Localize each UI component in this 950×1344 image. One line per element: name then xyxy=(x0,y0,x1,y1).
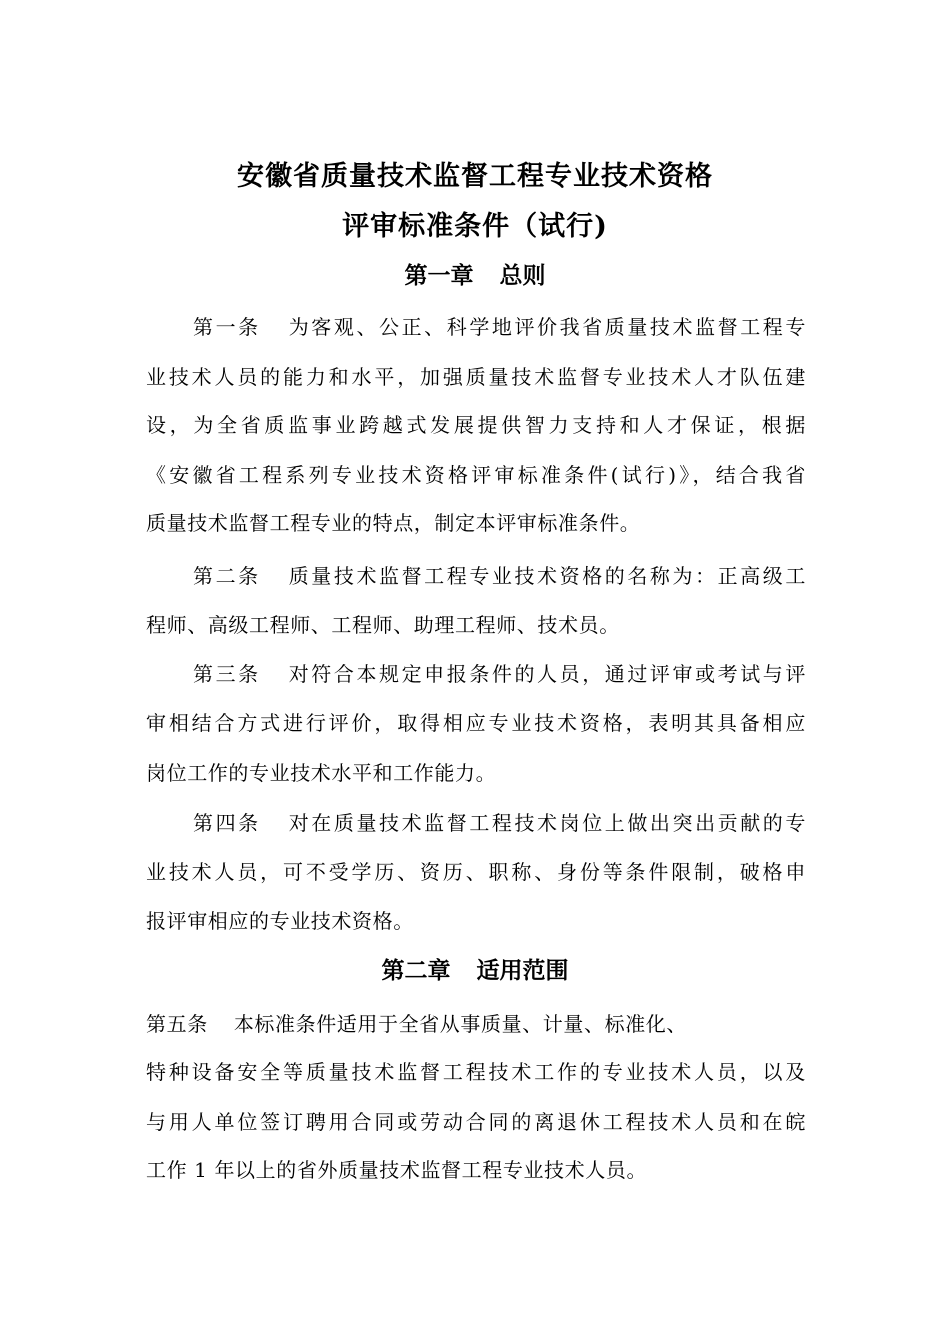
chapter-name: 总则 xyxy=(499,262,546,289)
chapter-name: 适用范围 xyxy=(476,957,569,984)
document-title-line-1: 安徽省质量技术监督工程专业技术资格 xyxy=(237,161,713,192)
article-3-line-3: 岗位工作的专业技术水平和工作能力。 xyxy=(146,761,497,785)
article-1-line-2: 业技术人员的能力和水平，加强质量技术监督专业技术人才队伍建 xyxy=(146,365,806,389)
article-text: 为客观、公正、科学地评价我省质量技术监督工程专 xyxy=(286,315,806,339)
article-label: 第三条 xyxy=(193,662,261,686)
article-1-line-1 xyxy=(193,312,806,342)
article-3-line-1 xyxy=(193,659,806,689)
article-4-line-1 xyxy=(193,808,806,838)
chapter-heading-1 xyxy=(0,260,950,292)
article-5-line-3: 与用人单位签订聘用合同或劳动合同的离退休工程技术人员和在皖 xyxy=(146,1110,806,1134)
article-text: 对符合本规定申报条件的人员，通过评审或考试与评 xyxy=(286,662,806,686)
document-title-line-2: 评审标准条件（试行) xyxy=(342,211,608,242)
article-2-line-1 xyxy=(193,561,806,591)
chapter-number: 第一章 xyxy=(404,262,474,289)
article-label: 第五条 xyxy=(146,1012,208,1036)
article-text: 本标准条件适用于全省从事质量、计量、标准化、 xyxy=(233,1012,688,1036)
article-2-line-2: 程师、高级工程师、工程师、助理工程师、技术员。 xyxy=(146,613,620,637)
chapter-number: 第二章 xyxy=(381,957,451,984)
article-text: 对在质量技术监督工程技术岗位上做出突出贡献的专 xyxy=(286,811,806,835)
article-label: 第一条 xyxy=(193,315,261,339)
article-4-line-2: 业技术人员，可不受学历、资历、职称、身份等条件限制，破格申 xyxy=(146,860,806,884)
chapter-heading-2 xyxy=(0,955,950,987)
article-5-line-1 xyxy=(146,1009,687,1039)
article-5-line-4: 工作 1 年以上的省外质量技术监督工程专业技术人员。 xyxy=(146,1158,648,1182)
article-4-line-3: 报评审相应的专业技术资格。 xyxy=(146,909,414,933)
article-3-line-2: 审相结合方式进行评价，取得相应专业技术资格，表明其具备相应 xyxy=(146,711,806,735)
article-1-line-5: 质量技术监督工程专业的特点，制定本评审标准条件。 xyxy=(146,511,641,535)
article-text: 质量技术监督工程专业技术资格的名称为：正高级工 xyxy=(286,564,806,588)
article-1-line-4: 《安徽省工程系列专业技术资格评审标准条件(试行)》，结合我省 xyxy=(146,463,806,487)
article-1-line-3: 设，为全省质监事业跨越式发展提供智力支持和人才保证，根据 xyxy=(146,413,806,437)
article-label: 第二条 xyxy=(193,564,261,588)
article-label: 第四条 xyxy=(193,811,261,835)
article-5-line-2: 特种设备安全等质量技术监督工程技术工作的专业技术人员，以及 xyxy=(146,1060,806,1084)
